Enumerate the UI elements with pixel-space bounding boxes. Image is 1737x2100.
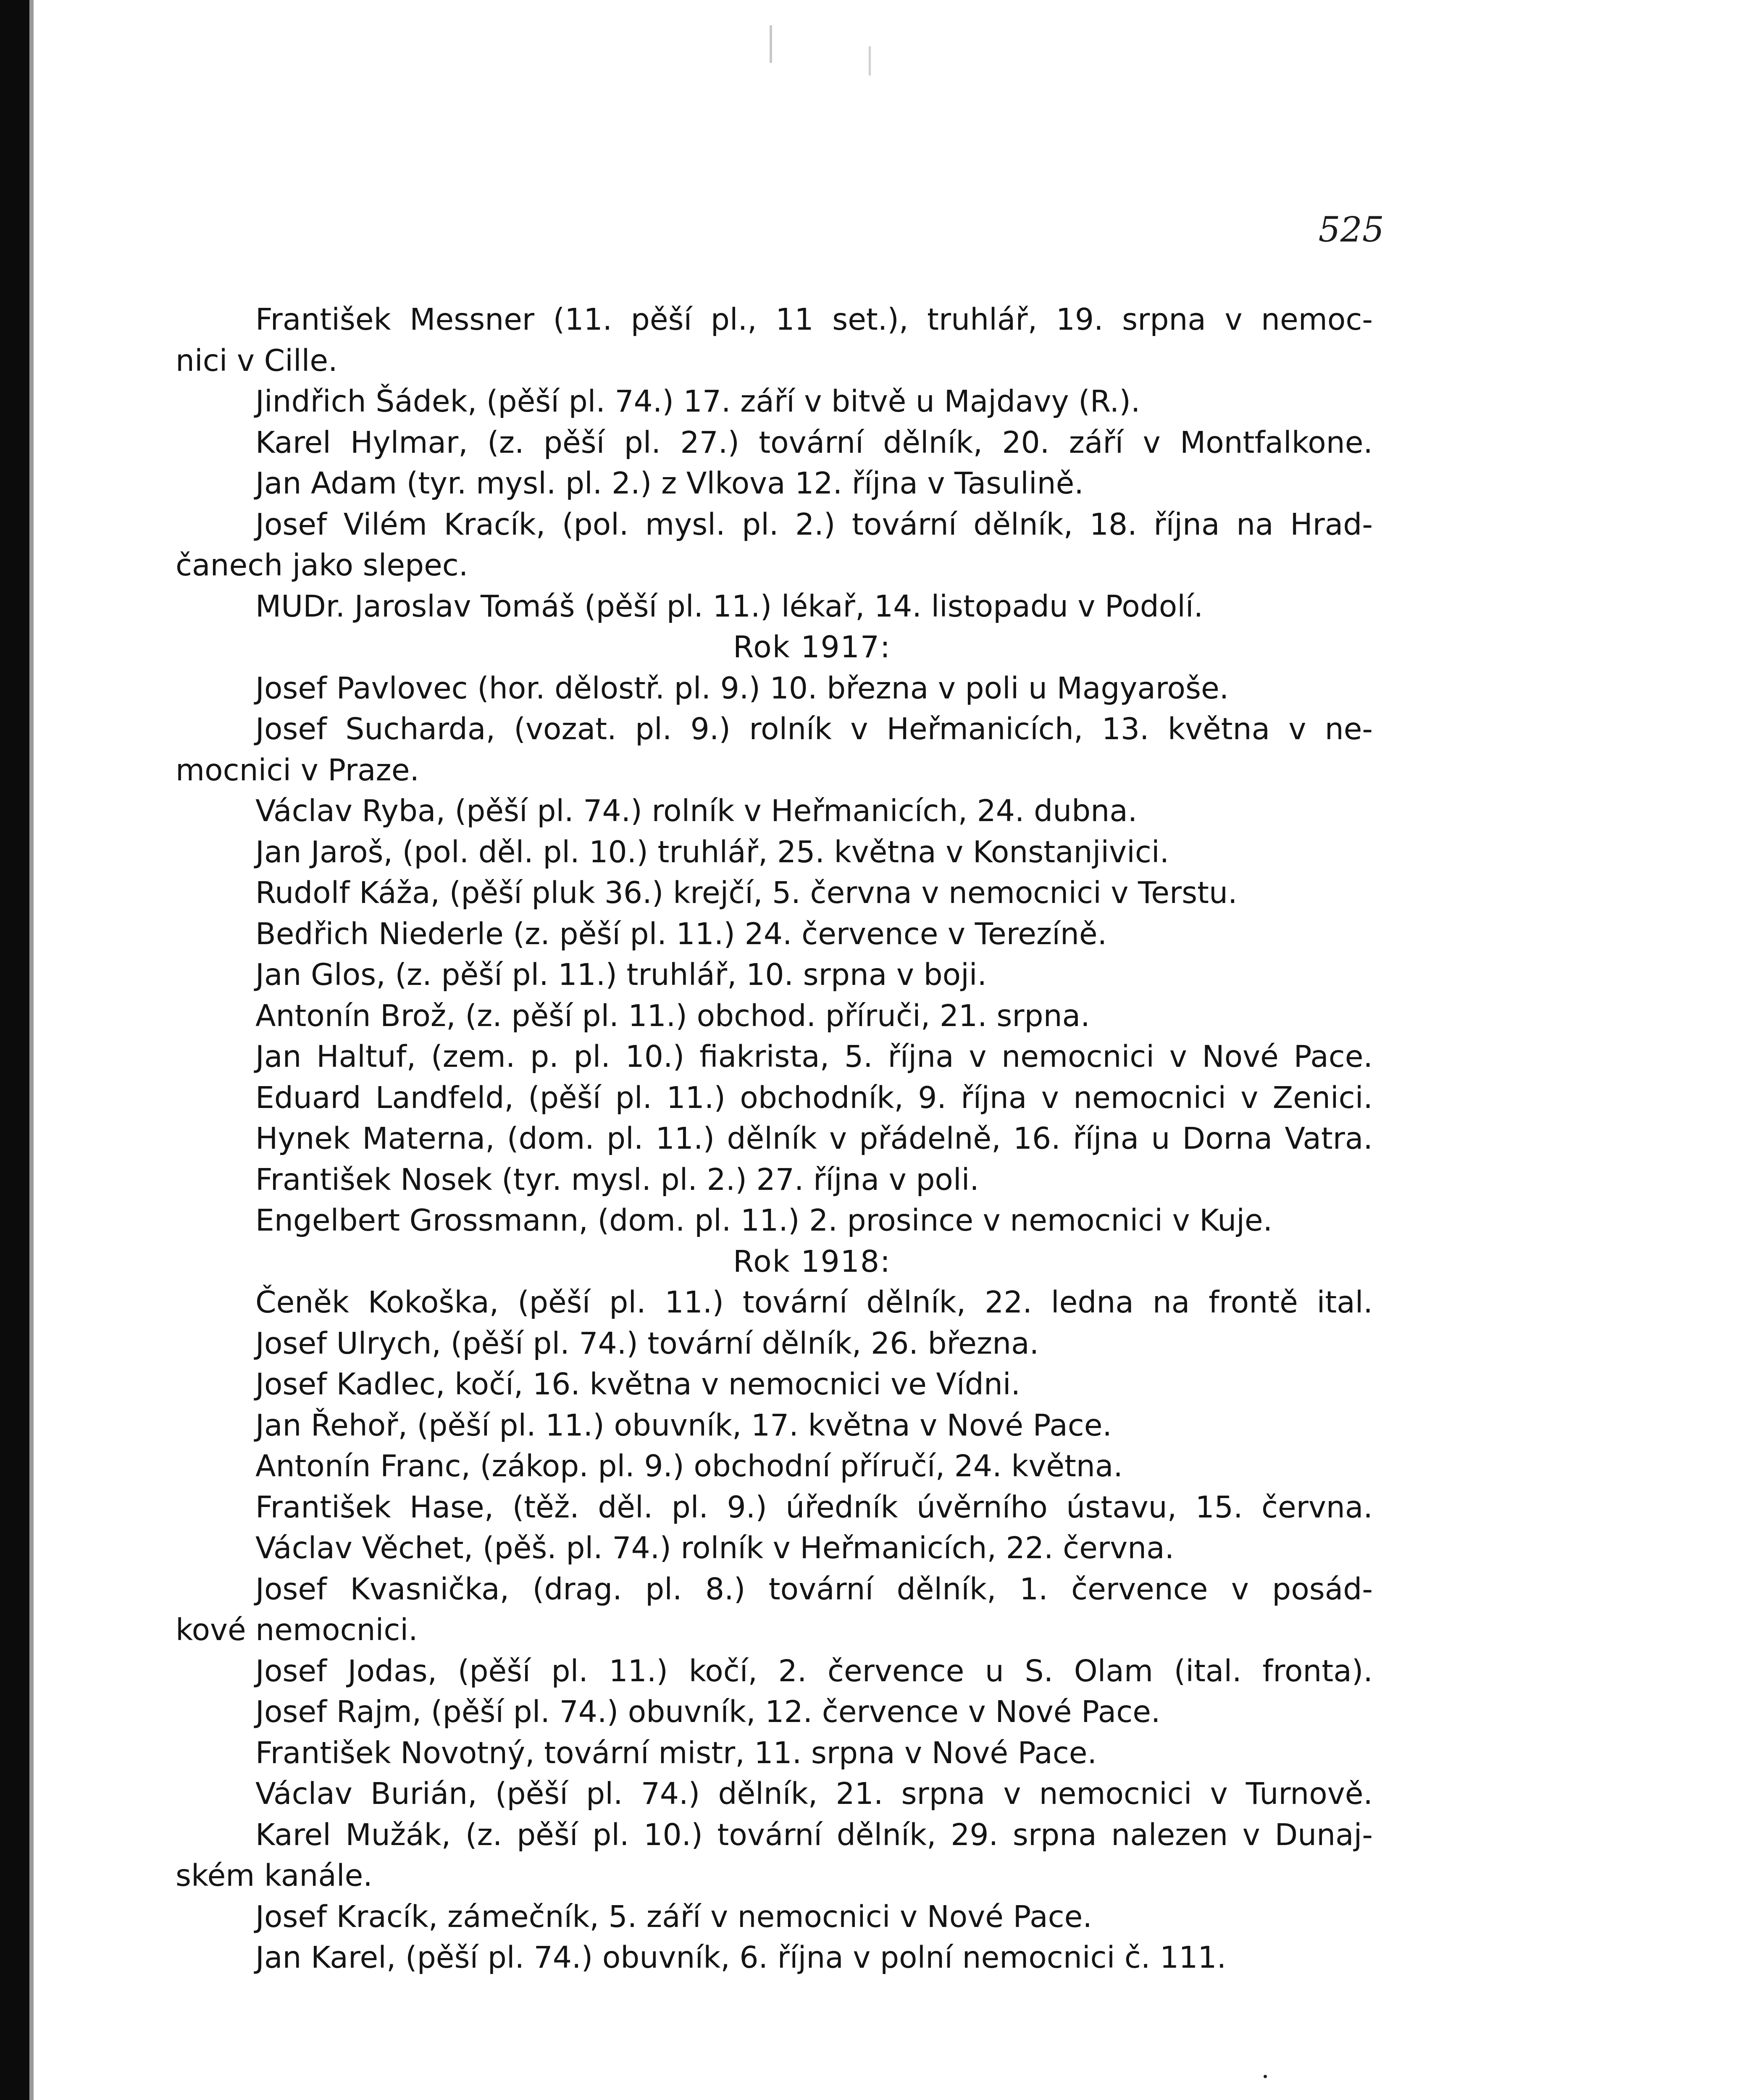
- text-line: Josef Vilém Kracík, (pol. mysl. pl. 2.) tovární dělník, 18. října na Hrad-: [255, 507, 1373, 542]
- year-heading: Rok 1917:: [733, 630, 891, 664]
- text-line: kové nemocnici.: [176, 1612, 418, 1647]
- scan-artifact: [770, 25, 772, 63]
- text-line: čanech jako slepec.: [176, 548, 468, 583]
- text-line: Jindřich Šádek, (pěší pl. 74.) 17. září v bitvě u Majdavy (R.).: [255, 384, 1140, 419]
- text-line: Jan Řehoř, (pěší pl. 11.) obuvník, 17. května v Nové Pace.: [255, 1407, 1112, 1443]
- text-line: František Novotný, tovární mistr, 11. srpna v Nové Pace.: [255, 1735, 1097, 1770]
- text-line: mocnici v Praze.: [176, 752, 420, 788]
- text-line: Josef Rajm, (pěší pl. 74.) obuvník, 12. července v Nové Pace.: [255, 1694, 1161, 1729]
- text-line: Rudolf Káža, (pěší pluk 36.) krejčí, 5. června v nemocnici v Terstu.: [255, 875, 1238, 910]
- text-line: Josef Kadlec, kočí, 16. května v nemocnici ve Vídni.: [255, 1367, 1021, 1402]
- text-line: Jan Glos, (z. pěší pl. 11.) truhlář, 10. srpna v boji.: [255, 957, 987, 992]
- text-line: Václav Ryba, (pěší pl. 74.) rolník v Heřmanicích, 24. dubna.: [255, 793, 1138, 828]
- text-line: Čeněk Kokoška, (pěší pl. 11.) tovární dělník, 22. ledna na frontě ital.: [255, 1285, 1373, 1320]
- text-line: František Hase, (těž. děl. pl. 9.) úředník úvěrního ústavu, 15. června.: [255, 1489, 1373, 1525]
- text-line: ském kanále.: [176, 1858, 373, 1893]
- page-binding-edge: [29, 0, 34, 2100]
- text-line: Josef Kvasnička, (drag. pl. 8.) tovární dělník, 1. července v posád-: [255, 1571, 1373, 1606]
- text-line: Jan Karel, (pěší pl. 74.) obuvník, 6. října v polní nemocnici č. 111.: [255, 1940, 1227, 1975]
- text-line: Josef Sucharda, (vozat. pl. 9.) rolník v Heřmanicích, 13. května v ne-: [255, 711, 1373, 746]
- text-line: Karel Hylmar, (z. pěší pl. 27.) tovární dělník, 20. září v Montfalkone.: [255, 425, 1373, 460]
- text-line: Václav Burián, (pěší pl. 74.) dělník, 21. srpna v nemocnici v Turnově.: [255, 1776, 1373, 1811]
- text-line: Jan Adam (tyr. mysl. pl. 2.) z Vlkova 12. října v Tasulině.: [255, 466, 1084, 501]
- text-line: Antonín Brož, (z. pěší pl. 11.) obchod. příruči, 21. srpna.: [255, 998, 1090, 1033]
- year-heading: Rok 1918:: [733, 1244, 891, 1279]
- text-line: nici v Cille.: [176, 343, 338, 378]
- text-line: Josef Pavlovec (hor. dělostř. pl. 9.) 10. března v poli u Magyaroše.: [255, 670, 1229, 706]
- scan-artifact: [869, 46, 871, 76]
- page-binding-shadow: [0, 0, 29, 2100]
- text-line: Karel Mužák, (z. pěší pl. 10.) tovární dělník, 29. srpna nalezen v Dunaj-: [255, 1817, 1373, 1852]
- text-line: Václav Věchet, (pěš. pl. 74.) rolník v Heřmanicích, 22. června.: [255, 1530, 1175, 1565]
- text-line: Jan Haltuf, (zem. p. pl. 10.) fiakrista, 5. října v nemocnici v Nové Pace.: [255, 1039, 1373, 1074]
- obituary-list: [176, 299, 1373, 1978]
- text-line: Hynek Materna, (dom. pl. 11.) dělník v přádelně, 16. října u Dorna Vatra.: [255, 1121, 1373, 1156]
- text-line: Engelbert Grossmann, (dom. pl. 11.) 2. prosince v nemocnici v Kuje.: [255, 1203, 1273, 1238]
- page-number: 525: [1318, 210, 1384, 250]
- scan-artifact: [1264, 2075, 1267, 2078]
- text-line: Josef Kracík, zámečník, 5. září v nemocnici v Nové Pace.: [255, 1899, 1092, 1934]
- text-line: Bedřich Niederle (z. pěší pl. 11.) 24. července v Terezíně.: [255, 916, 1107, 951]
- text-line: František Messner (11. pěší pl., 11 set.), truhlář, 19. srpna v nemoc-: [255, 302, 1373, 337]
- text-line: Josef Jodas, (pěší pl. 11.) kočí, 2. července u S. Olam (ital. fronta).: [255, 1653, 1373, 1688]
- text-line: Josef Ulrych, (pěší pl. 74.) tovární dělník, 26. března.: [255, 1326, 1039, 1361]
- text-line: František Nosek (tyr. mysl. pl. 2.) 27. října v poli.: [255, 1162, 979, 1197]
- text-line: Jan Jaroš, (pol. děl. pl. 10.) truhlář, 25. května v Konstanjivici.: [255, 834, 1169, 869]
- text-line: Antonín Franc, (zákop. pl. 9.) obchodní příručí, 24. května.: [255, 1449, 1123, 1483]
- text-line: Eduard Landfeld, (pěší pl. 11.) obchodník, 9. října v nemocnici v Zenici.: [255, 1080, 1373, 1115]
- text-line: MUDr. Jaroslav Tomáš (pěší pl. 11.) lékař, 14. listopadu v Podolí.: [255, 588, 1204, 624]
